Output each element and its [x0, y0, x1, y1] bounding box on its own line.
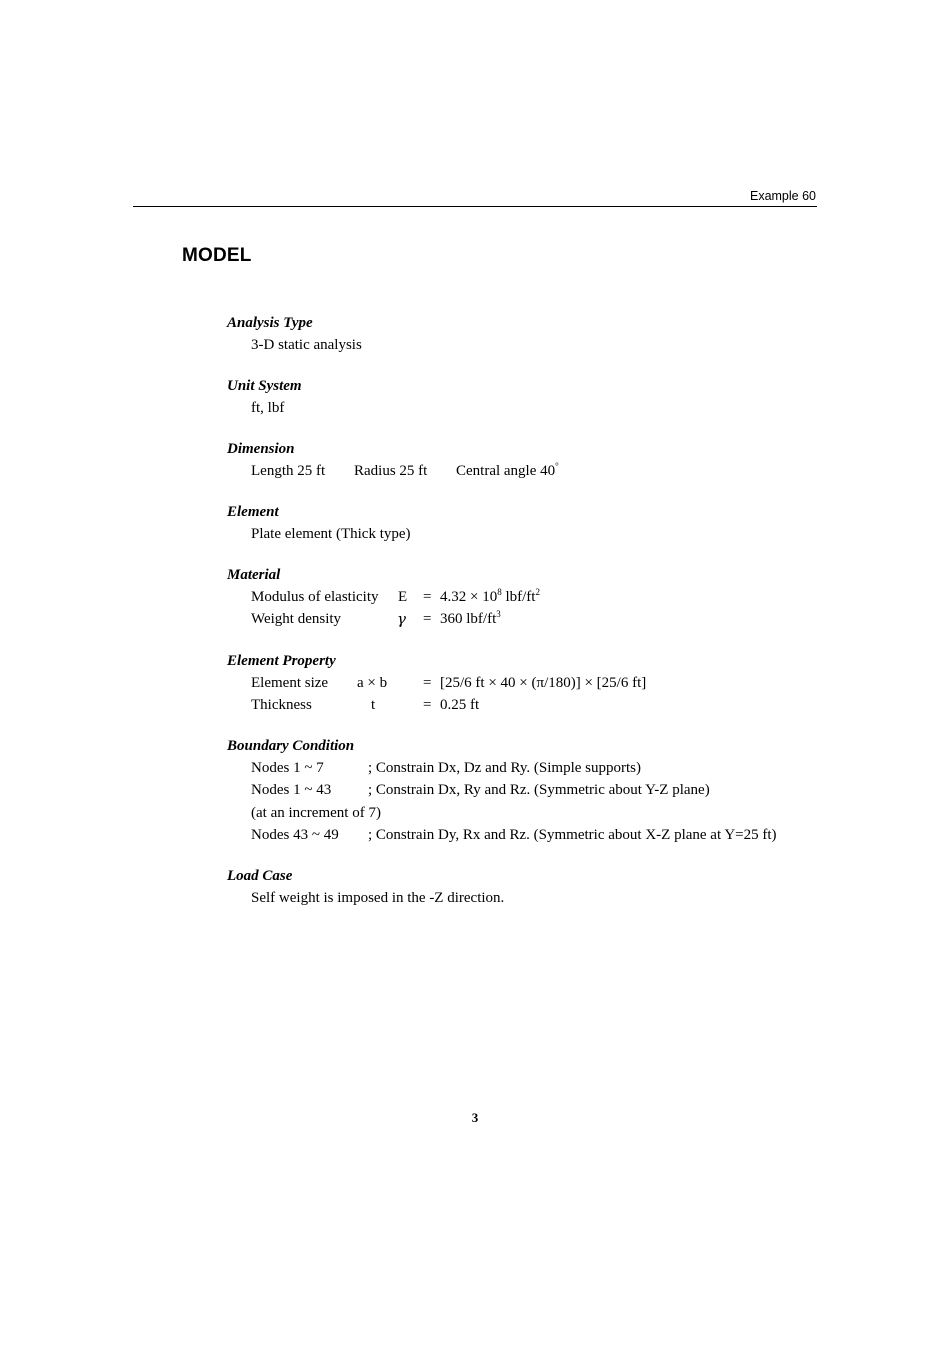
dimension-angle — [456, 462, 559, 481]
boundary-condition-heading: Boundary Condition — [227, 738, 355, 754]
dimension-length: Length 25 ft — [251, 463, 326, 479]
material-density-eq: = — [423, 611, 432, 627]
material-density-label: Weight density — [251, 611, 342, 627]
analysis-type-text: 3-D static analysis — [251, 337, 362, 353]
modulus-exponent: 8 — [497, 587, 502, 597]
thickness-symbol: t — [371, 697, 376, 713]
material-modulus-symbol: E — [398, 589, 408, 605]
dimension-angle-value: Central angle 40 — [456, 463, 556, 479]
modulus-unit-exponent: 2 — [535, 587, 540, 597]
element-text: Plate element (Thick type) — [251, 526, 411, 542]
bc-desc-1: ; Constrain Dx, Dz and Ry. (Simple supports) — [368, 760, 641, 776]
unit-system-heading: Unit System — [227, 378, 302, 394]
dimension-heading: Dimension — [227, 441, 295, 457]
element-heading: Element — [227, 504, 279, 520]
bc-nodes-1: Nodes 1 ~ 7 — [251, 760, 324, 776]
element-size-symbol: a × b — [357, 675, 388, 691]
bc-desc-2: ; Constrain Dx, Ry and Rz. (Symmetric about Y-Z plane) — [368, 782, 710, 798]
bc-nodes-2: Nodes 1 ~ 43 — [251, 782, 332, 798]
unit-system-text: ft, lbf — [251, 400, 285, 416]
material-modulus-value — [440, 588, 540, 607]
material-modulus-eq: = — [423, 589, 432, 605]
page-number: 3 — [471, 1110, 479, 1125]
load-case-text: Self weight is imposed in the -Z direction. — [251, 890, 505, 906]
bc-desc-3: ; Constrain Dy, Rx and Rz. (Symmetric about X-Z plane at Y=25 ft) — [368, 827, 777, 843]
material-modulus-label: Modulus of elasticity — [251, 589, 379, 605]
element-property-heading: Element Property — [227, 653, 336, 669]
thickness-eq: = — [423, 697, 432, 713]
degree-symbol: ° — [555, 461, 559, 471]
element-size-eq: = — [423, 675, 432, 691]
bc-note: (at an increment of 7) — [251, 805, 381, 821]
bc-nodes-3: Nodes 43 ~ 49 — [251, 827, 339, 843]
dimension-radius: Radius 25 ft — [354, 463, 428, 479]
header-rule — [133, 206, 817, 207]
thickness-label: Thickness — [251, 697, 312, 713]
density-value: 360 lbf/ft — [440, 611, 497, 627]
thickness-value: 0.25 ft — [440, 697, 480, 713]
material-density-value — [440, 610, 501, 629]
density-exponent: 3 — [496, 609, 501, 619]
gamma-symbol: γ — [397, 610, 406, 628]
load-case-heading: Load Case — [227, 868, 293, 884]
analysis-type-heading: Analysis Type — [227, 315, 313, 331]
header-example-label: Example 60 — [749, 189, 816, 203]
element-size-label: Element size — [251, 675, 329, 691]
modulus-unit: lbf/ft — [501, 589, 536, 605]
element-size-value: [25/6 ft × 40 × (π/180)] × [25/6 ft] — [440, 675, 647, 691]
modulus-mantissa: 4.32 × 10 — [440, 589, 498, 605]
section-title: MODEL — [182, 245, 252, 266]
material-heading: Material — [227, 567, 281, 583]
